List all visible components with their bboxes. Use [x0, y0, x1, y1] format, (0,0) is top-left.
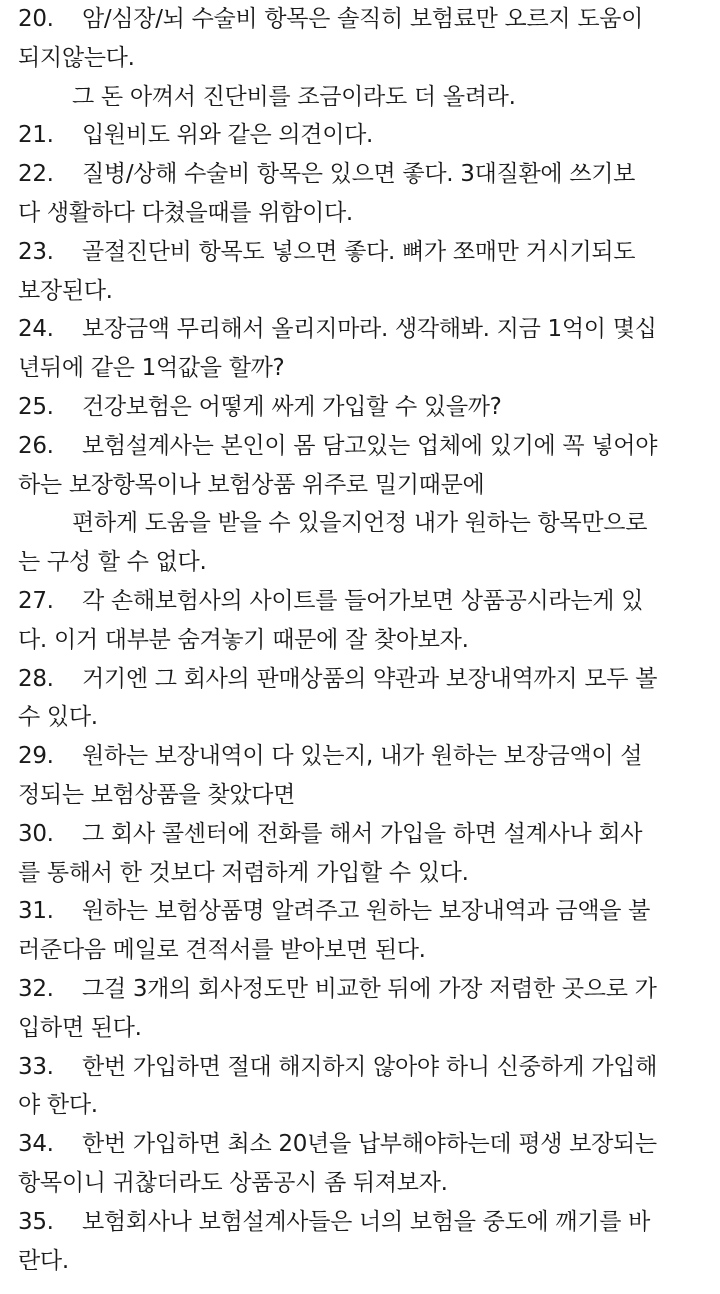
item-text: 암/심장/뇌 수술비 항목은 솔직히 보험료만 오르지 도움이 — [82, 6, 644, 32]
item-text: 한번 가입하면 절대 해지하지 않아야 하니 신중하게 가입해 — [82, 1053, 658, 1080]
list-item-line — [18, 233, 635, 272]
item-text: 각 손해보험사의 사이트를 들어가보면 상품공시라는게 있 — [82, 588, 644, 614]
item-number: 31. — [18, 898, 54, 925]
item-text: 보장된다. — [18, 277, 113, 304]
list-item-continuation — [18, 349, 284, 388]
list-item-continuation — [18, 543, 206, 582]
item-text: 그 돈 아껴서 진단비를 조금이라도 더 올려라. — [72, 83, 516, 110]
item-text: 를 통해서 한 것보다 저렴하게 가입할 수 있다. — [18, 859, 469, 886]
item-text: 하는 보장항목이나 보험상품 위주로 밀기때문에 — [18, 471, 485, 498]
list-item-line — [18, 1048, 657, 1087]
list-item-line — [18, 155, 635, 194]
item-number: 35. — [18, 1208, 54, 1235]
item-text: 원하는 보험상품명 알려주고 원하는 보장내역과 금액을 불 — [82, 898, 651, 925]
item-number: 29. — [18, 743, 54, 770]
item-number: 33. — [18, 1053, 54, 1080]
item-number: 26. — [18, 432, 54, 459]
list-item-line — [18, 1125, 657, 1164]
item-text: 보험설계사는 본인이 몸 담고있는 업체에 있기에 꼭 넣어야 — [82, 432, 658, 459]
item-number: 24. — [18, 316, 54, 343]
list-item-continuation — [18, 854, 469, 893]
list-item-line — [18, 310, 657, 349]
list-item-continuation — [18, 466, 484, 505]
list-item-continuation — [18, 1086, 98, 1125]
item-number: 20. — [18, 6, 54, 32]
item-text: 러준다음 메일로 견적서를 받아보면 된다. — [18, 937, 426, 964]
list-item-continuation — [72, 78, 516, 117]
item-text: 보장금액 무리해서 올리지마라. 생각해봐. 지금 1억이 몇십 — [82, 316, 657, 343]
item-number: 22. — [18, 161, 54, 188]
list-item-continuation — [18, 698, 98, 737]
list-item-line — [18, 892, 650, 931]
item-text: 입하면 된다. — [18, 1014, 142, 1041]
item-text: 그 회사 콜센터에 전화를 해서 가입을 하면 설계사나 회사 — [82, 820, 643, 847]
list-item-continuation — [18, 194, 353, 233]
list-item-continuation — [18, 776, 295, 815]
item-text: 수 있다. — [18, 704, 98, 731]
list-item-continuation — [18, 39, 135, 78]
list-item-continuation — [18, 272, 113, 311]
item-text: 원하는 보장내역이 다 있는지, 내가 원하는 보장금액이 설 — [82, 743, 643, 770]
list-item-line — [18, 116, 373, 155]
item-text: 란다. — [18, 1247, 69, 1274]
list-item-continuation — [18, 621, 469, 660]
list-item-continuation — [72, 504, 647, 543]
item-number: 30. — [18, 820, 54, 847]
item-number: 25. — [18, 394, 54, 420]
item-text: 질병/상해 수술비 항목은 있으면 좋다. 3대질환에 쓰기보 — [82, 161, 636, 188]
item-text: 편하게 도움을 받을 수 있을지언정 내가 원하는 항목만으로 — [72, 510, 648, 537]
list-item-line — [18, 970, 657, 1009]
list-item-continuation — [18, 1164, 448, 1203]
item-text: 입원비도 위와 같은 의견이다. — [82, 122, 374, 149]
item-text: 그걸 3개의 회사정도만 비교한 뒤에 가장 저렴한 곳으로 가 — [82, 976, 657, 1002]
item-text: 항목이니 귀찮더라도 상품공시 좀 뒤져보자. — [18, 1170, 448, 1196]
list-item-line — [18, 737, 642, 776]
item-text: 야 한다. — [18, 1092, 98, 1119]
item-text: 보험회사나 보험설계사들은 너의 보험을 중도에 깨기를 바 — [82, 1208, 651, 1235]
item-text: 되지않는다. — [18, 44, 135, 71]
item-number: 21. — [18, 122, 54, 149]
list-item-line — [18, 660, 657, 699]
item-number: 34. — [18, 1131, 54, 1158]
item-text: 한번 가입하면 최소 20년을 납부해야하는데 평생 보장되는 — [82, 1131, 657, 1158]
item-text: 정되는 보험상품을 찾았다면 — [18, 782, 296, 808]
item-text: 건강보험은 어떻게 싸게 가입할 수 있을까? — [82, 394, 502, 420]
item-text: 는 구성 할 수 없다. — [18, 549, 207, 576]
list-item-continuation — [18, 931, 426, 970]
item-number: 23. — [18, 238, 54, 265]
list-item-line — [18, 582, 643, 621]
list-item-continuation — [18, 1242, 69, 1281]
list-item-line — [18, 427, 657, 466]
item-number: 28. — [18, 665, 54, 692]
list-item-line — [18, 388, 502, 427]
list-item-line — [18, 1203, 650, 1242]
item-number: 27. — [18, 588, 54, 614]
item-text: 년뒤에 같은 1억값을 할까? — [18, 355, 285, 382]
list-item-line — [18, 0, 643, 39]
item-number: 32. — [18, 976, 54, 1002]
item-text: 다. 이거 대부분 숨겨놓기 때문에 잘 찾아보자. — [18, 626, 469, 653]
list-item-line — [18, 815, 642, 854]
item-text: 거기엔 그 회사의 판매상품의 약관과 보장내역까지 모두 볼 — [82, 665, 658, 692]
list-item-continuation — [18, 1009, 142, 1048]
item-text: 다 생활하다 다쳤을때를 위함이다. — [18, 200, 353, 226]
item-text: 골절진단비 항목도 넣으면 좋다. 뼈가 쪼매만 거시기되도 — [82, 238, 636, 265]
